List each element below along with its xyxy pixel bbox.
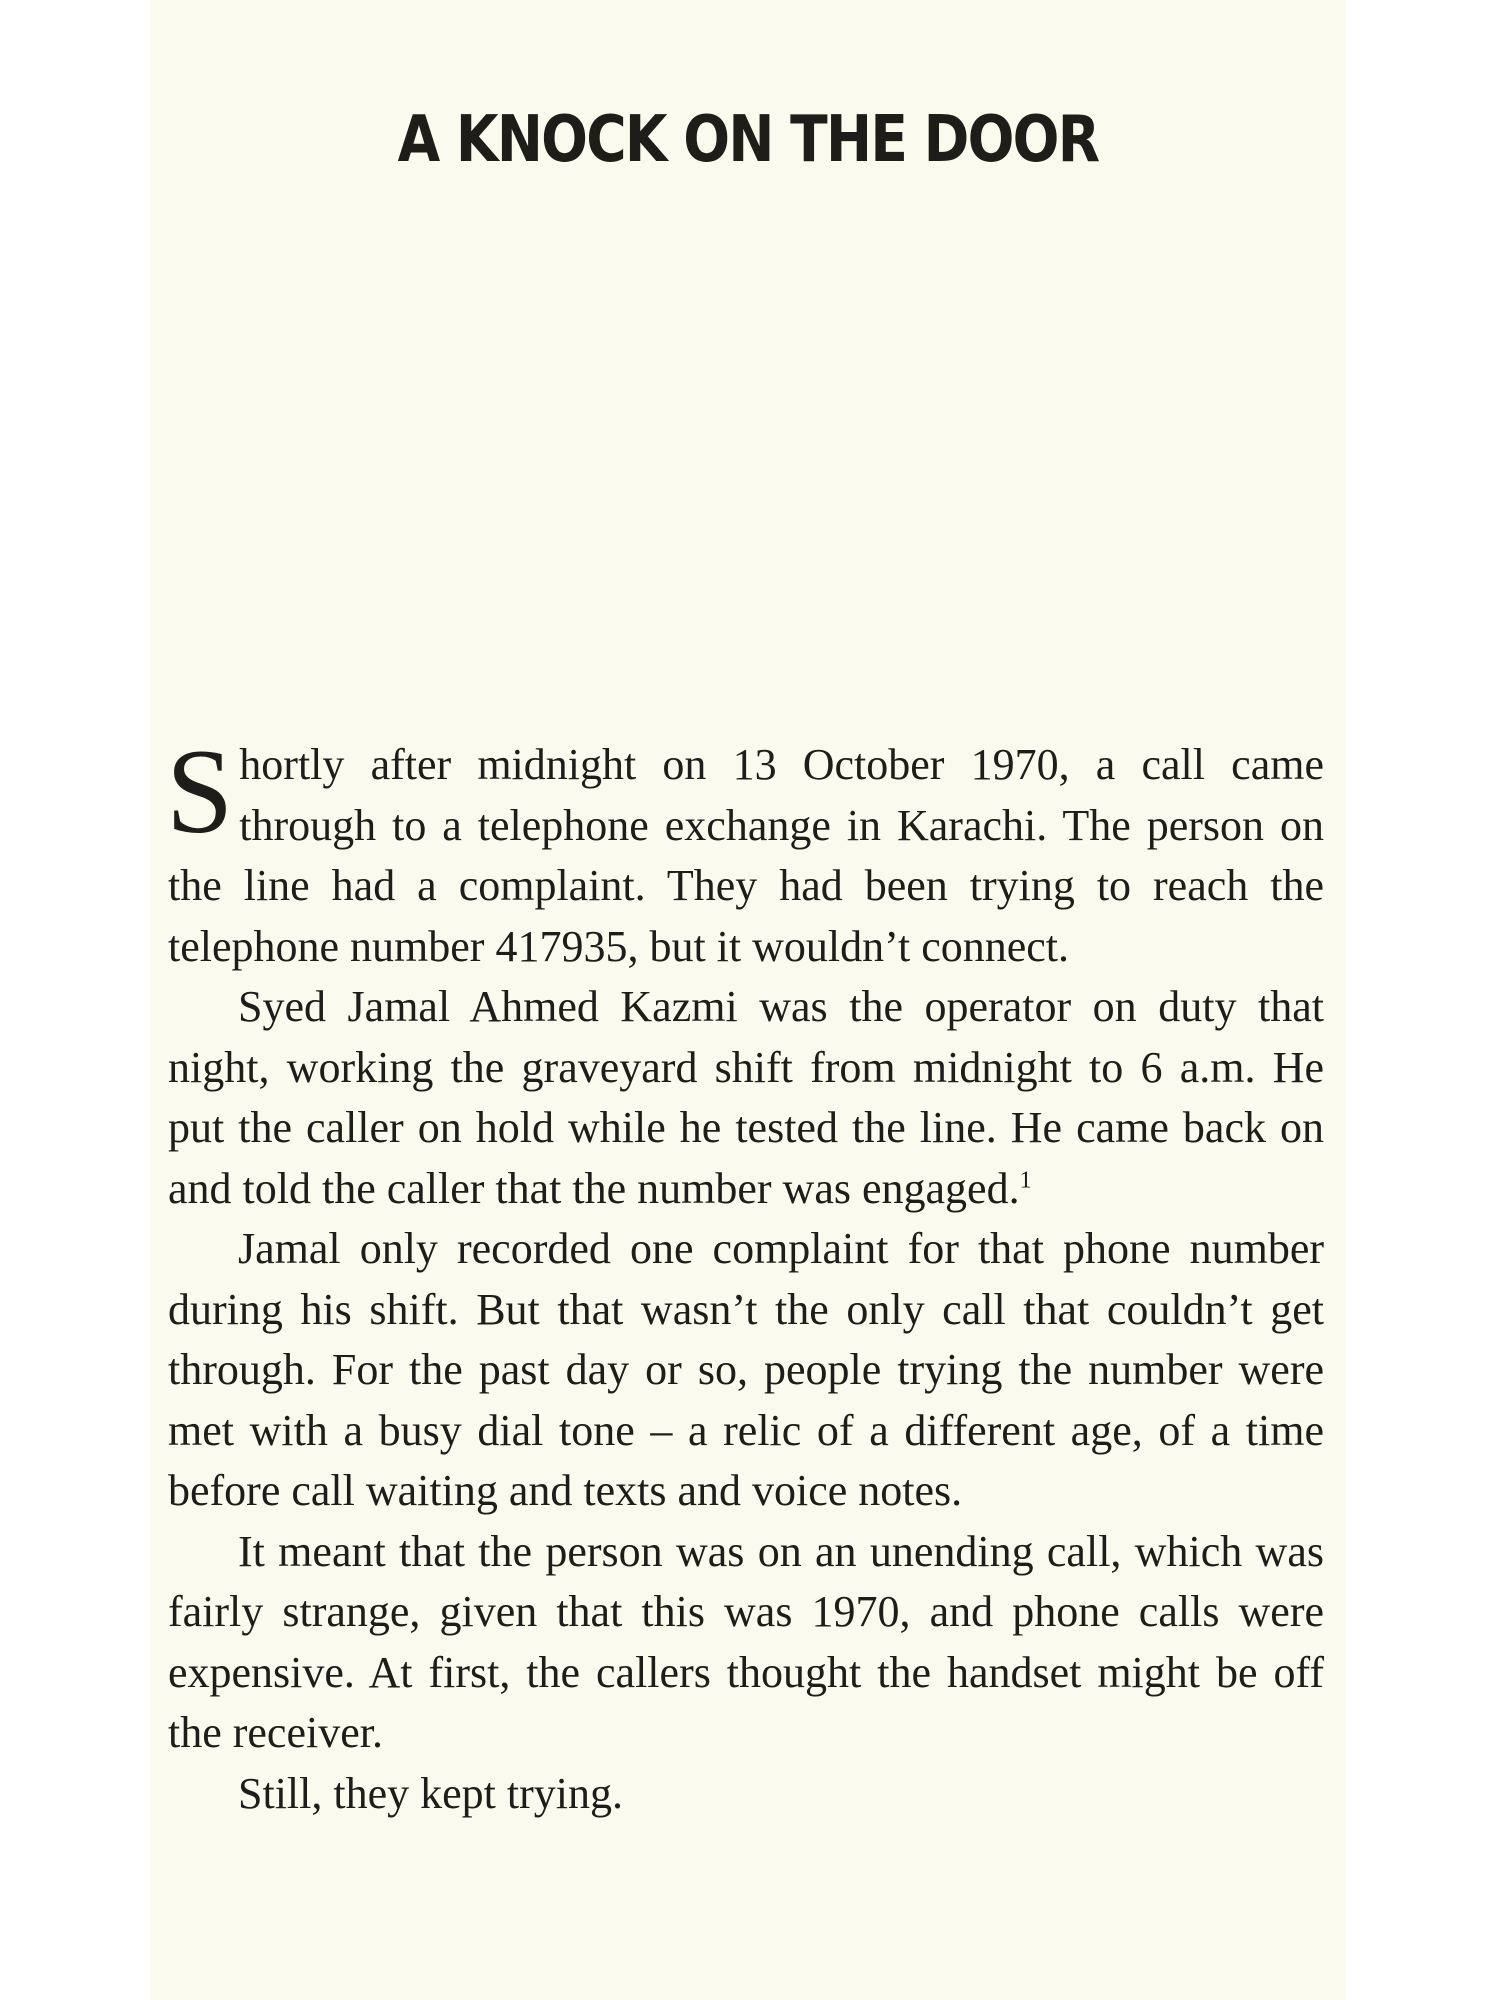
paragraph-1-text: hortly after midnight on 13 October 1970, a call came through to a telephone exchange in Karachi. The person on the line had a complaint. They had been trying to reach the telephone number 417935, but it wouldn’t connect. [168,740,1324,971]
paragraph-5-text: Still, they kept trying. [238,1768,623,1818]
paragraph-4 [168,1522,1324,1764]
paragraph-3-text: Jamal only recorded one complaint for that phone number during his shift. But that wasn’t the only call that couldn’t get through. For the past day or so, people trying the number were met with a busy dial tone – a relic of a different age, of a time before call waiting and texts and voice notes. [168,1224,1324,1515]
paragraph-3 [168,1219,1324,1522]
paragraph-2-text: Syed Jamal Ahmed Kazmi was the operator on duty that night, working the graveyard shift from midnight to 6 a.m. He put the caller on hold while he tested the line. He came back on and told the caller that the number was engaged. [168,982,1324,1213]
paragraph-1 [166,725,1324,977]
drop-cap: S [166,725,234,859]
footnote-marker: 1 [1019,1166,1032,1193]
paragraph-5 [168,1764,1324,1825]
paragraph-4-text: It meant that the person was on an unending call, which was fairly strange, given that this was 1970, and phone calls were expensive. At first, the callers thought the handset might be off the receiver. [168,1526,1324,1757]
chapter-body [166,725,1324,1824]
paragraph-2 [168,977,1324,1219]
book-page [150,0,1346,2000]
chapter-title: A KNOCK ON THE DOOR [397,103,1099,177]
